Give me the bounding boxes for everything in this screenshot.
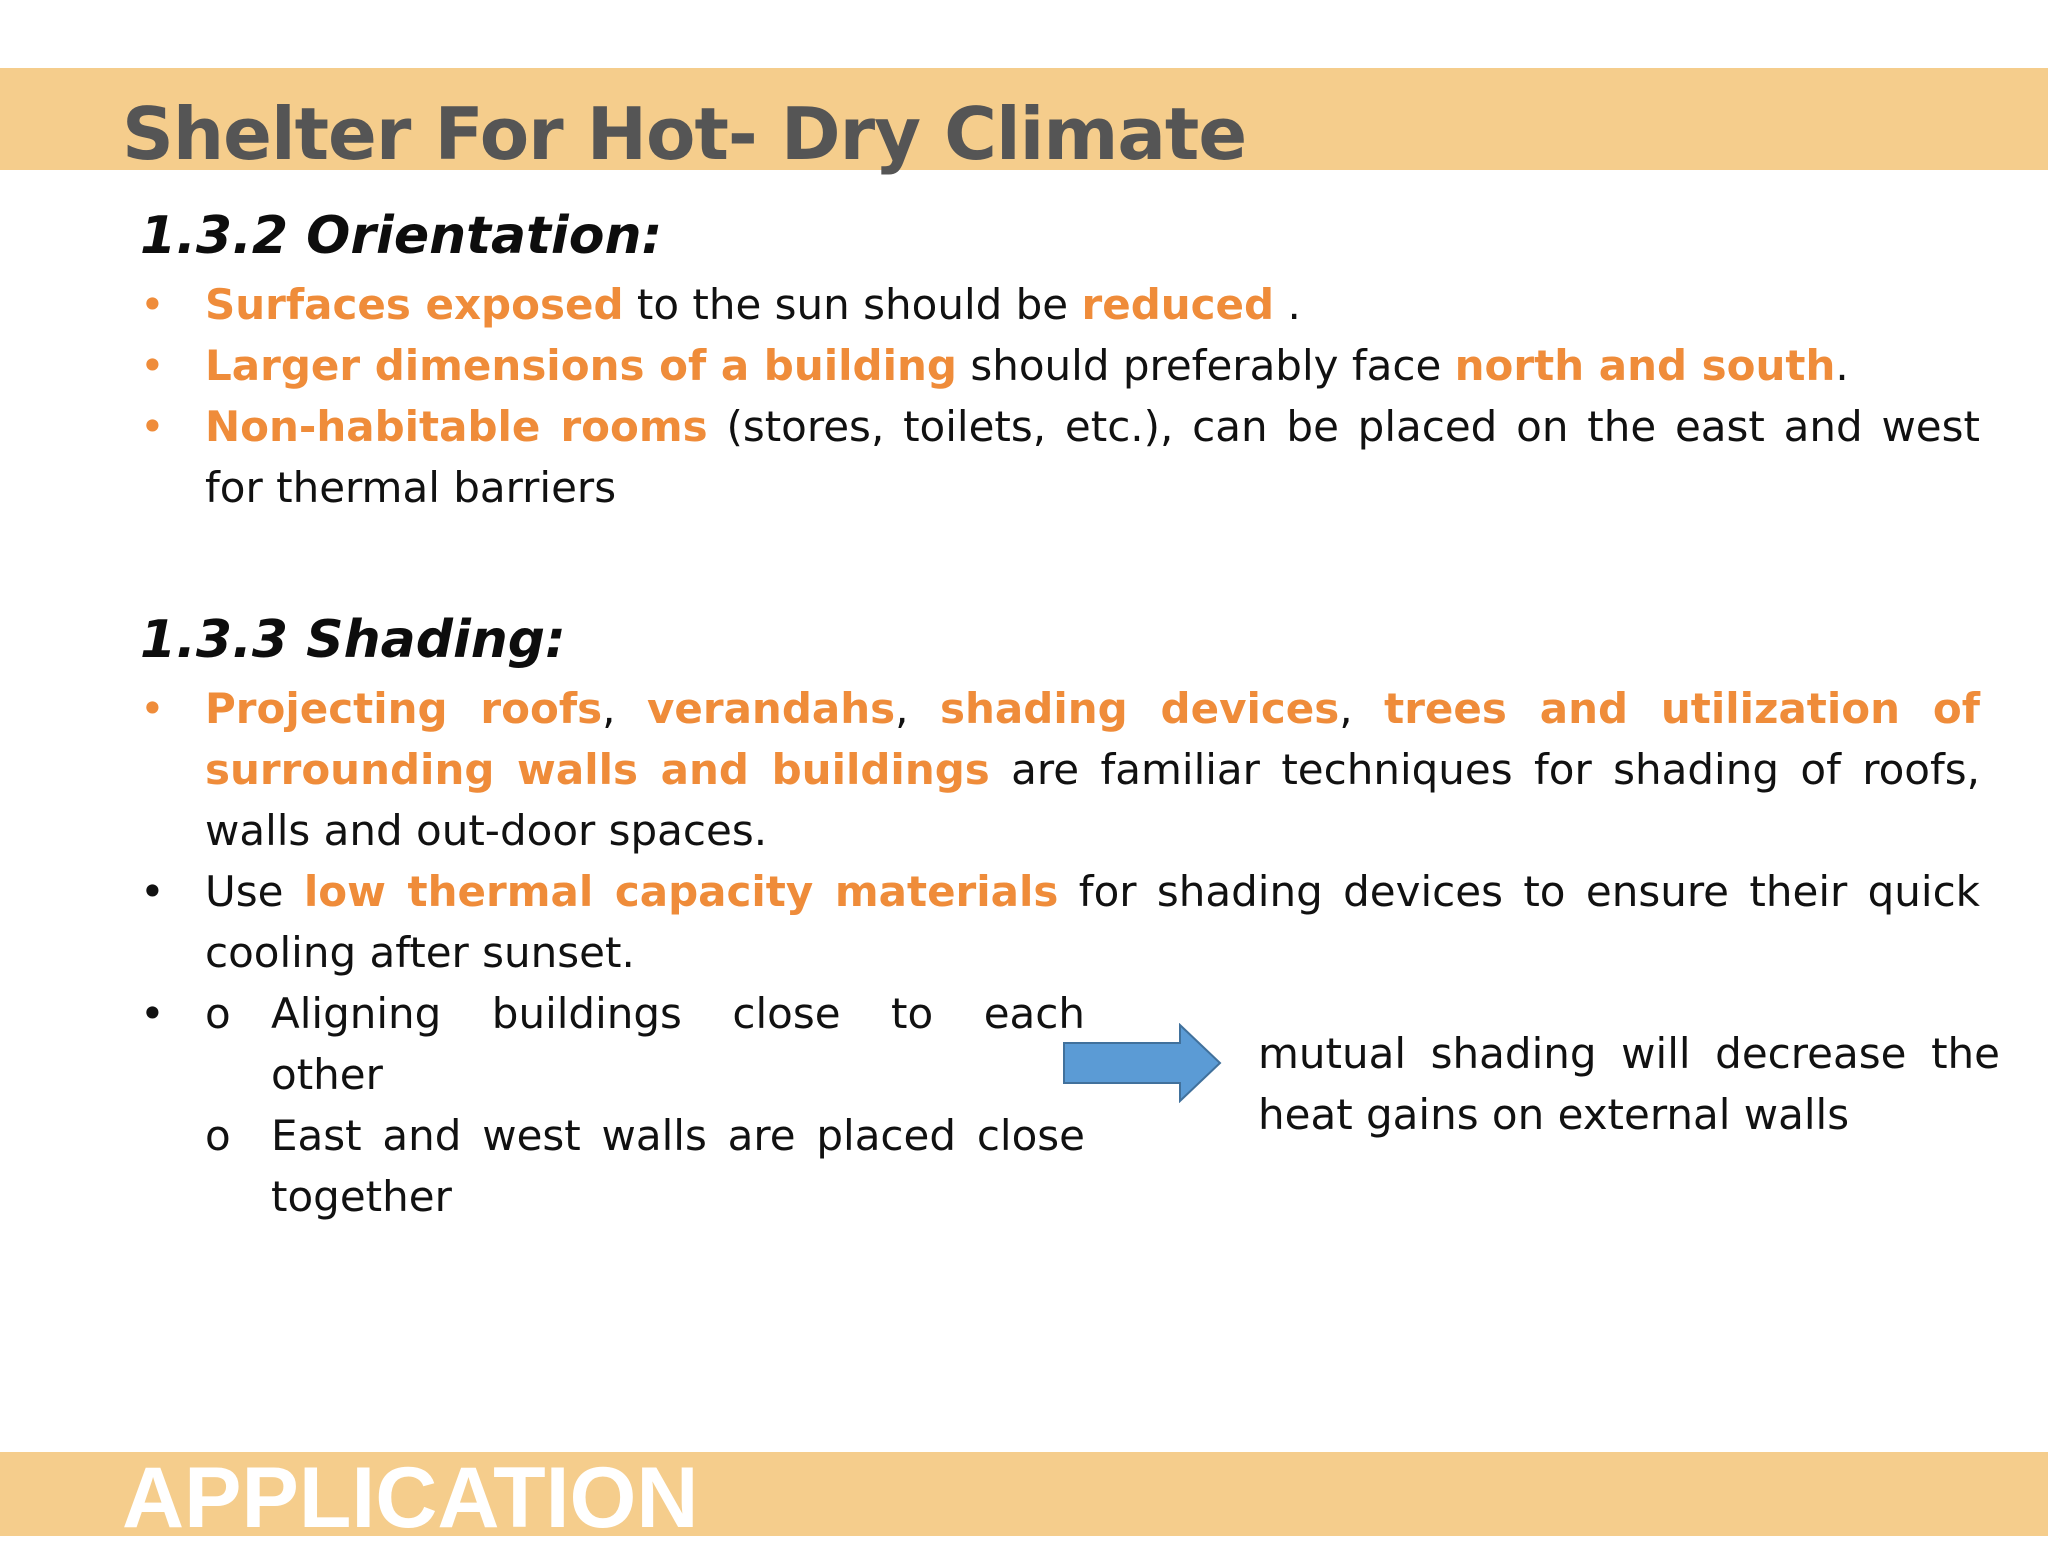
right-arrow-icon bbox=[1062, 1023, 1222, 1103]
sub-item-aligning bbox=[205, 983, 1085, 1105]
body-text: should preferably face bbox=[956, 341, 1455, 390]
result-line1: mutual shading will decrease the bbox=[1258, 1029, 2000, 1078]
highlight-text: shading devices bbox=[940, 684, 1340, 733]
slide-content bbox=[140, 200, 2000, 1228]
orientation-item-rooms bbox=[140, 396, 1980, 518]
body-text: , bbox=[602, 684, 647, 733]
shading-item-mutual bbox=[140, 983, 2000, 1228]
body-text: . bbox=[1274, 280, 1301, 329]
circle-bullet-icon: o bbox=[205, 989, 231, 1038]
shading-heading: 1.3.3 Shading: bbox=[140, 610, 566, 670]
body-text: , bbox=[1339, 684, 1385, 733]
bullet-icon: • bbox=[140, 989, 165, 1038]
body-text: are familiar techniques for shading of roofs, walls and out-door spaces. bbox=[205, 745, 1980, 855]
section-spacer bbox=[140, 518, 1980, 604]
bullet-icon: • bbox=[140, 280, 165, 329]
sub-item-text-line1: Aligning buildings close to each bbox=[271, 989, 1085, 1038]
orientation-list bbox=[140, 274, 1980, 518]
body-text: for shading devices to ensure their quick cooling after sunset. bbox=[205, 867, 1980, 977]
highlight-text: Non-habitable rooms bbox=[205, 402, 708, 451]
bullet-icon: • bbox=[140, 402, 165, 451]
body-text: Use bbox=[205, 867, 304, 916]
sub-item-walls bbox=[205, 1105, 1085, 1227]
body-text: to the sun should be bbox=[623, 280, 1082, 329]
shading-item-materials bbox=[140, 861, 1980, 983]
bullet-icon: • bbox=[140, 684, 165, 733]
bullet-icon: • bbox=[140, 341, 165, 390]
sub-item-text-line2: other bbox=[271, 1050, 383, 1099]
body-text: (stores, toilets, etc.), can be placed on the east and west for thermal barriers bbox=[205, 402, 1980, 512]
highlight-text: Larger dimensions of a building bbox=[205, 341, 957, 390]
sub-list bbox=[205, 983, 1085, 1227]
orientation-item-dimensions bbox=[140, 335, 1980, 396]
body-text: , bbox=[895, 684, 941, 733]
footer-label: APPLICATION bbox=[122, 1450, 699, 1546]
highlight-text: verandahs bbox=[647, 684, 896, 733]
sub-item-text: East and west walls are placed close together bbox=[271, 1111, 1085, 1221]
highlight-text: trees and utilization of surrounding walls and buildings bbox=[205, 684, 1980, 794]
orientation-heading: 1.3.2 Orientation: bbox=[140, 206, 663, 266]
highlight-text: Surfaces exposed bbox=[205, 280, 624, 329]
body-text: . bbox=[1835, 341, 1849, 390]
shading-list bbox=[140, 678, 1980, 983]
highlight-text: Projecting roofs bbox=[205, 684, 603, 733]
circle-bullet-icon: o bbox=[205, 1111, 231, 1160]
highlight-text: reduced bbox=[1081, 280, 1275, 329]
highlight-text: low thermal capacity materials bbox=[303, 867, 1059, 916]
result-line2: heat gains on external walls bbox=[1258, 1090, 1850, 1139]
bullet-icon: • bbox=[140, 867, 165, 916]
slide-title: Shelter For Hot- Dry Climate bbox=[122, 92, 1247, 176]
orientation-item-surfaces bbox=[140, 274, 1980, 335]
shading-item-techniques bbox=[140, 678, 1980, 861]
highlight-text: north and south bbox=[1454, 341, 1836, 390]
result-text bbox=[1258, 1023, 2000, 1145]
